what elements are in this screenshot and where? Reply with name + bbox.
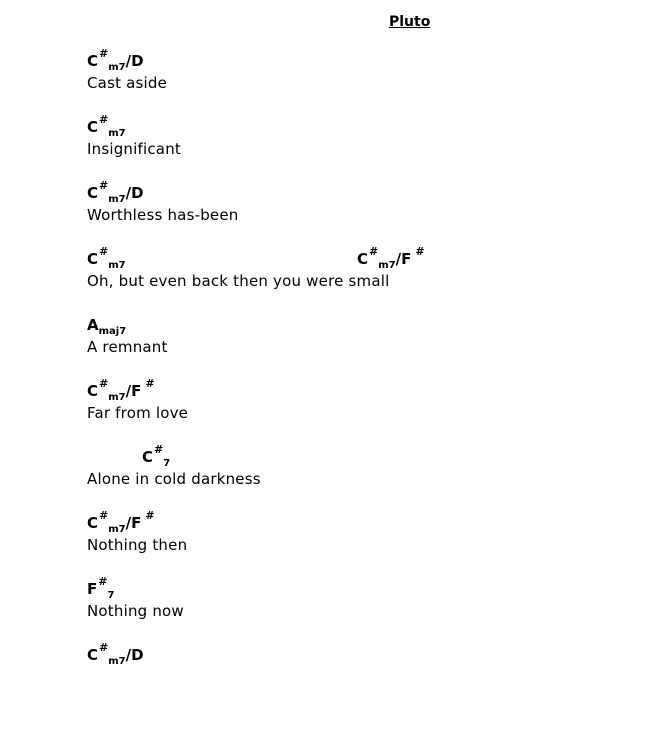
chord-symbol <box>87 575 115 601</box>
chord-symbol <box>87 47 144 73</box>
chord-root: C <box>87 52 99 70</box>
chord-line <box>87 509 627 535</box>
chord-symbol <box>87 245 126 271</box>
stanza <box>87 377 627 446</box>
chord-bass-accidental: # <box>145 377 155 390</box>
chord-root: C <box>87 184 99 202</box>
lyric-line: Far from love <box>87 404 189 422</box>
chord-accidental: # <box>99 377 109 390</box>
chord-accidental: # <box>369 245 379 258</box>
chord-quality: m7 <box>108 260 126 271</box>
chord-line <box>87 47 627 73</box>
chord-line <box>87 641 627 667</box>
chord-symbol <box>87 179 144 205</box>
chord-line <box>87 377 627 403</box>
chord-line <box>87 443 627 469</box>
chord-line <box>87 113 627 139</box>
lyric-line: Nothing now <box>87 602 184 620</box>
chord-bass: F <box>131 514 142 532</box>
chord-quality: 7 <box>163 458 171 469</box>
lyric-line: Alone in cold darkness <box>87 470 261 488</box>
chord-line <box>87 314 627 336</box>
stanza <box>87 575 627 644</box>
lyric-line: Insignificant <box>87 140 181 158</box>
chord-line <box>87 575 627 601</box>
chord-accidental: # <box>99 47 109 60</box>
chord-slash: / <box>125 52 132 70</box>
song-title: Pluto <box>389 14 431 30</box>
chord-accidental: # <box>98 575 108 588</box>
chord-slash: / <box>125 184 132 202</box>
stanza <box>87 443 627 512</box>
chord-line <box>87 245 627 271</box>
chord-root: C <box>142 448 154 466</box>
stanza <box>87 179 627 248</box>
stanza <box>87 509 627 578</box>
stanza <box>87 314 627 380</box>
chord-bass: D <box>131 184 144 202</box>
lyric-line: A remnant <box>87 338 168 356</box>
chord-root: A <box>87 316 99 334</box>
chord-root: F <box>87 580 98 598</box>
chord-slash: / <box>395 250 402 268</box>
chord-slash: / <box>125 646 132 664</box>
chord-bass: F <box>131 382 142 400</box>
chord-bass: F <box>401 250 412 268</box>
chord-symbol <box>87 377 155 403</box>
chord-bass: D <box>131 52 144 70</box>
chord-root: C <box>87 250 99 268</box>
chord-symbol <box>87 314 126 336</box>
chord-quality: m7 <box>108 392 126 403</box>
chord-bass-accidental: # <box>145 509 155 522</box>
chord-root: C <box>87 382 99 400</box>
stanza <box>87 641 627 710</box>
chord-quality: maj7 <box>98 326 127 337</box>
chord-sheet <box>87 47 627 710</box>
chord-root: C <box>87 118 99 136</box>
chord-quality: m7 <box>378 260 396 271</box>
chord-slash: / <box>125 382 132 400</box>
lyric-line: Oh, but even back then you were small <box>87 272 390 290</box>
lyric-line: Cast aside <box>87 74 168 92</box>
chord-quality: m7 <box>108 128 126 139</box>
stanza <box>87 47 627 116</box>
chord-root: C <box>87 514 99 532</box>
chord-accidental: # <box>99 179 109 192</box>
chord-quality: 7 <box>107 590 115 601</box>
chord-accidental: # <box>154 443 164 456</box>
stanza <box>87 113 627 182</box>
chord-line <box>87 179 627 205</box>
chord-symbol <box>87 113 126 139</box>
chord-quality: m7 <box>108 656 126 667</box>
chord-slash: / <box>125 514 132 532</box>
chord-accidental: # <box>99 113 109 126</box>
chord-symbol <box>142 443 171 469</box>
chord-accidental: # <box>99 509 109 522</box>
chord-symbol <box>357 245 425 271</box>
chord-accidental: # <box>99 641 109 654</box>
lyric-line: Nothing then <box>87 536 188 554</box>
stanza <box>87 245 627 314</box>
chord-symbol <box>87 641 144 667</box>
chord-quality: m7 <box>108 62 126 73</box>
chord-quality: m7 <box>108 524 126 535</box>
chord-bass: D <box>131 646 144 664</box>
chord-symbol <box>87 509 155 535</box>
chord-accidental: # <box>99 245 109 258</box>
chord-quality: m7 <box>108 194 126 205</box>
chord-root: C <box>357 250 369 268</box>
chord-bass-accidental: # <box>415 245 425 258</box>
lyric-line: Worthless has-been <box>87 206 239 224</box>
chord-root: C <box>87 646 99 664</box>
